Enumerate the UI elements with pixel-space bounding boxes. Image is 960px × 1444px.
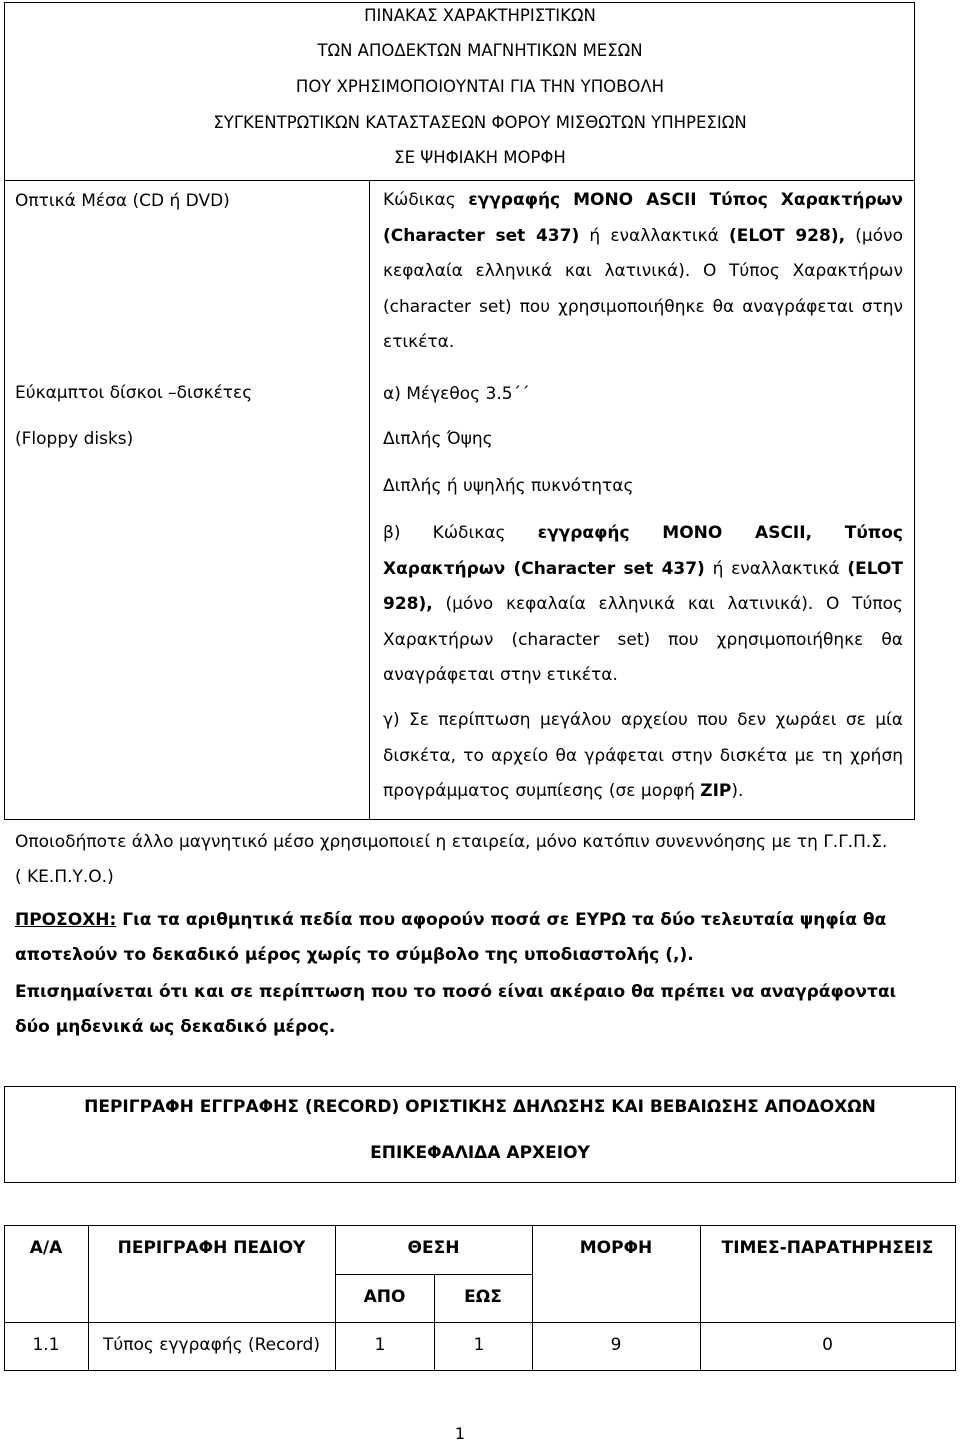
title-line-4: ΣΥΓΚΕΝΤΡΩΤΙΚΩΝ ΚΑΤΑΣΤΑΣΕΩΝ ΦΟΡΟΥ ΜΙΣΘΩΤΩΝ ΥΠΗΡΕΣΙΩΝ	[213, 113, 747, 132]
notice-line-3: Επισημαίνεται ότι και σε περίπτωση που το ποσό είναι ακέραιο θα πρέπει να αναγράφονται	[15, 982, 897, 1002]
page-number: 1	[454, 1424, 466, 1443]
text: (character set) που χρησιμοποιήθηκε θα αναγράφεται στην	[383, 296, 903, 317]
cell-to: 1	[473, 1335, 485, 1355]
text: ετικέτα.	[383, 332, 455, 352]
floppy-density: Διπλής ή υψηλής πυκνότητας	[383, 476, 634, 496]
floppy-large-file-note	[383, 703, 903, 810]
text: (μόνο	[845, 225, 904, 246]
floppy-label-en: (Floppy disks)	[15, 429, 134, 449]
header-format: ΜΟΡΦΗ	[579, 1238, 653, 1258]
text: Χαρακτήρων (character set) που χρησιμοποιήθηκε θα	[383, 629, 903, 650]
text: εγγραφής ΜΟΝΟ ASCII, Τύπος	[537, 523, 904, 543]
header-description: ΠΕΡΙΓΡΑΦΗ ΠΕΔΙΟΥ	[117, 1238, 306, 1258]
text: Χαρακτήρων (Character set 437)	[383, 558, 705, 579]
floppy-label: Εύκαμπτοι δίσκοι –δισκέτες	[15, 383, 253, 403]
optical-media-label: Οπτικά Μέσα (CD ή DVD)	[15, 191, 230, 211]
header-aa: Α/Α	[29, 1238, 63, 1258]
text: αναγράφεται στην ετικέτα.	[383, 665, 618, 685]
header-to: ΕΩΣ	[464, 1287, 502, 1307]
title-line-2: ΤΩΝ ΑΠΟΔΕΚΤΩΝ ΜΑΓΝΗΤΙΚΩΝ ΜΕΣΩΝ	[317, 41, 643, 60]
text: δισκέτα, το αρχείο θα γράφεται στην δισκέτα με τη χρήση	[383, 745, 903, 766]
header-from: ΑΠΟ	[363, 1287, 406, 1307]
cell-description: Τύπος εγγραφής (Record)	[103, 1335, 320, 1355]
other-media-line-2: ( ΚΕ.Π.Υ.Ο.)	[15, 867, 114, 887]
text: ή εναλλακτικά	[704, 558, 848, 579]
floppy-sides: Διπλής Όψης	[383, 429, 493, 449]
record-title: ΠΕΡΙΓΡΑΦΗ ΕΓΓΡΑΦΗΣ (RECORD) ΟΡΙΣΤΙΚΗΣ ΔΗΛΩΣΗΣ ΚΑΙ ΒΕΒΑΙΩΣΗΣ ΑΠΟΔΟΧΩΝ	[84, 1097, 876, 1117]
notice-line-1: Για τα αριθμητικά πεδία που αφορούν ποσά σε ΕΥΡΩ τα δύο τελευταία ψηφία θα	[116, 910, 887, 930]
text: γ) Σε περίπτωση μεγάλου αρχείου που δεν χωράει σε μία	[383, 710, 903, 730]
text: ή εναλλακτικά	[579, 225, 729, 246]
floppy-encoding	[383, 516, 903, 694]
title-line-1: ΠΙΝΑΚΑΣ ΧΑΡΑΚΤΗΡΙΣΤΙΚΩΝ	[364, 6, 596, 25]
cell-aa: 1.1	[32, 1335, 60, 1355]
record-subtitle: ΕΠΙΚΕΦΑΛΙΔΑ ΑΡΧΕΙΟΥ	[370, 1143, 590, 1163]
text: (μόνο κεφαλαία ελληνικά και λατινικά). Ο Τύπος	[432, 594, 903, 614]
title-line-5: ΣΕ ΨΗΦΙΑΚΗ ΜΟΡΦΗ	[394, 148, 566, 167]
text: ZIP	[700, 781, 732, 801]
title-line-3: ΠΟΥ ΧΡΗΣΙΜΟΠΟΙΟΥΝΤΑΙ ΓΙΑ ΤΗΝ ΥΠΟΒΟΛΗ	[295, 77, 665, 96]
header-position: ΘΕΣΗ	[407, 1238, 460, 1258]
floppy-size: α) Μέγεθος 3.5΄΄	[383, 384, 530, 404]
cell-format: 9	[610, 1335, 622, 1355]
text: (Character set 437)	[383, 225, 580, 246]
text: 928),	[383, 594, 433, 614]
notice-label: ΠΡΟΣΟΧΗ:	[15, 910, 117, 930]
text: εγγραφής ΜΟΝΟ ASCII Τύπος Χαρακτήρων	[468, 190, 903, 210]
text: Κώδικας	[383, 190, 469, 210]
header-values: ΤΙΜΕΣ-ΠΑΡΑΤΗΡΗΣΕΙΣ	[721, 1238, 934, 1258]
text: προγράμματος συμπίεσης (σε μορφή	[383, 781, 701, 801]
cell-values: 0	[822, 1335, 833, 1355]
text: κεφαλαία ελληνικά και λατινικά). Ο Τύπος Χαρακτήρων	[383, 261, 903, 281]
other-media-line-1: Οποιοδήποτε άλλο μαγνητικό μέσο χρησιμοποιεί η εταιρεία, μόνο κατόπιν συνεννόησης με τη Γ.Γ.Π.Σ.	[15, 832, 888, 852]
text: β) Κώδικας	[383, 523, 538, 543]
cell-from: 1	[374, 1335, 386, 1355]
text: ).	[731, 781, 744, 801]
text: (ELOT	[847, 558, 903, 579]
notice-line-2: αποτελούν το δεκαδικό μέρος χωρίς το σύμβολο της υποδιαστολής (,).	[15, 945, 694, 965]
text: (ELOT 928),	[729, 225, 846, 246]
notice-line-4: δύο μηδενικά ως δεκαδικό μέρος.	[15, 1017, 336, 1037]
optical-media-description	[383, 183, 903, 361]
